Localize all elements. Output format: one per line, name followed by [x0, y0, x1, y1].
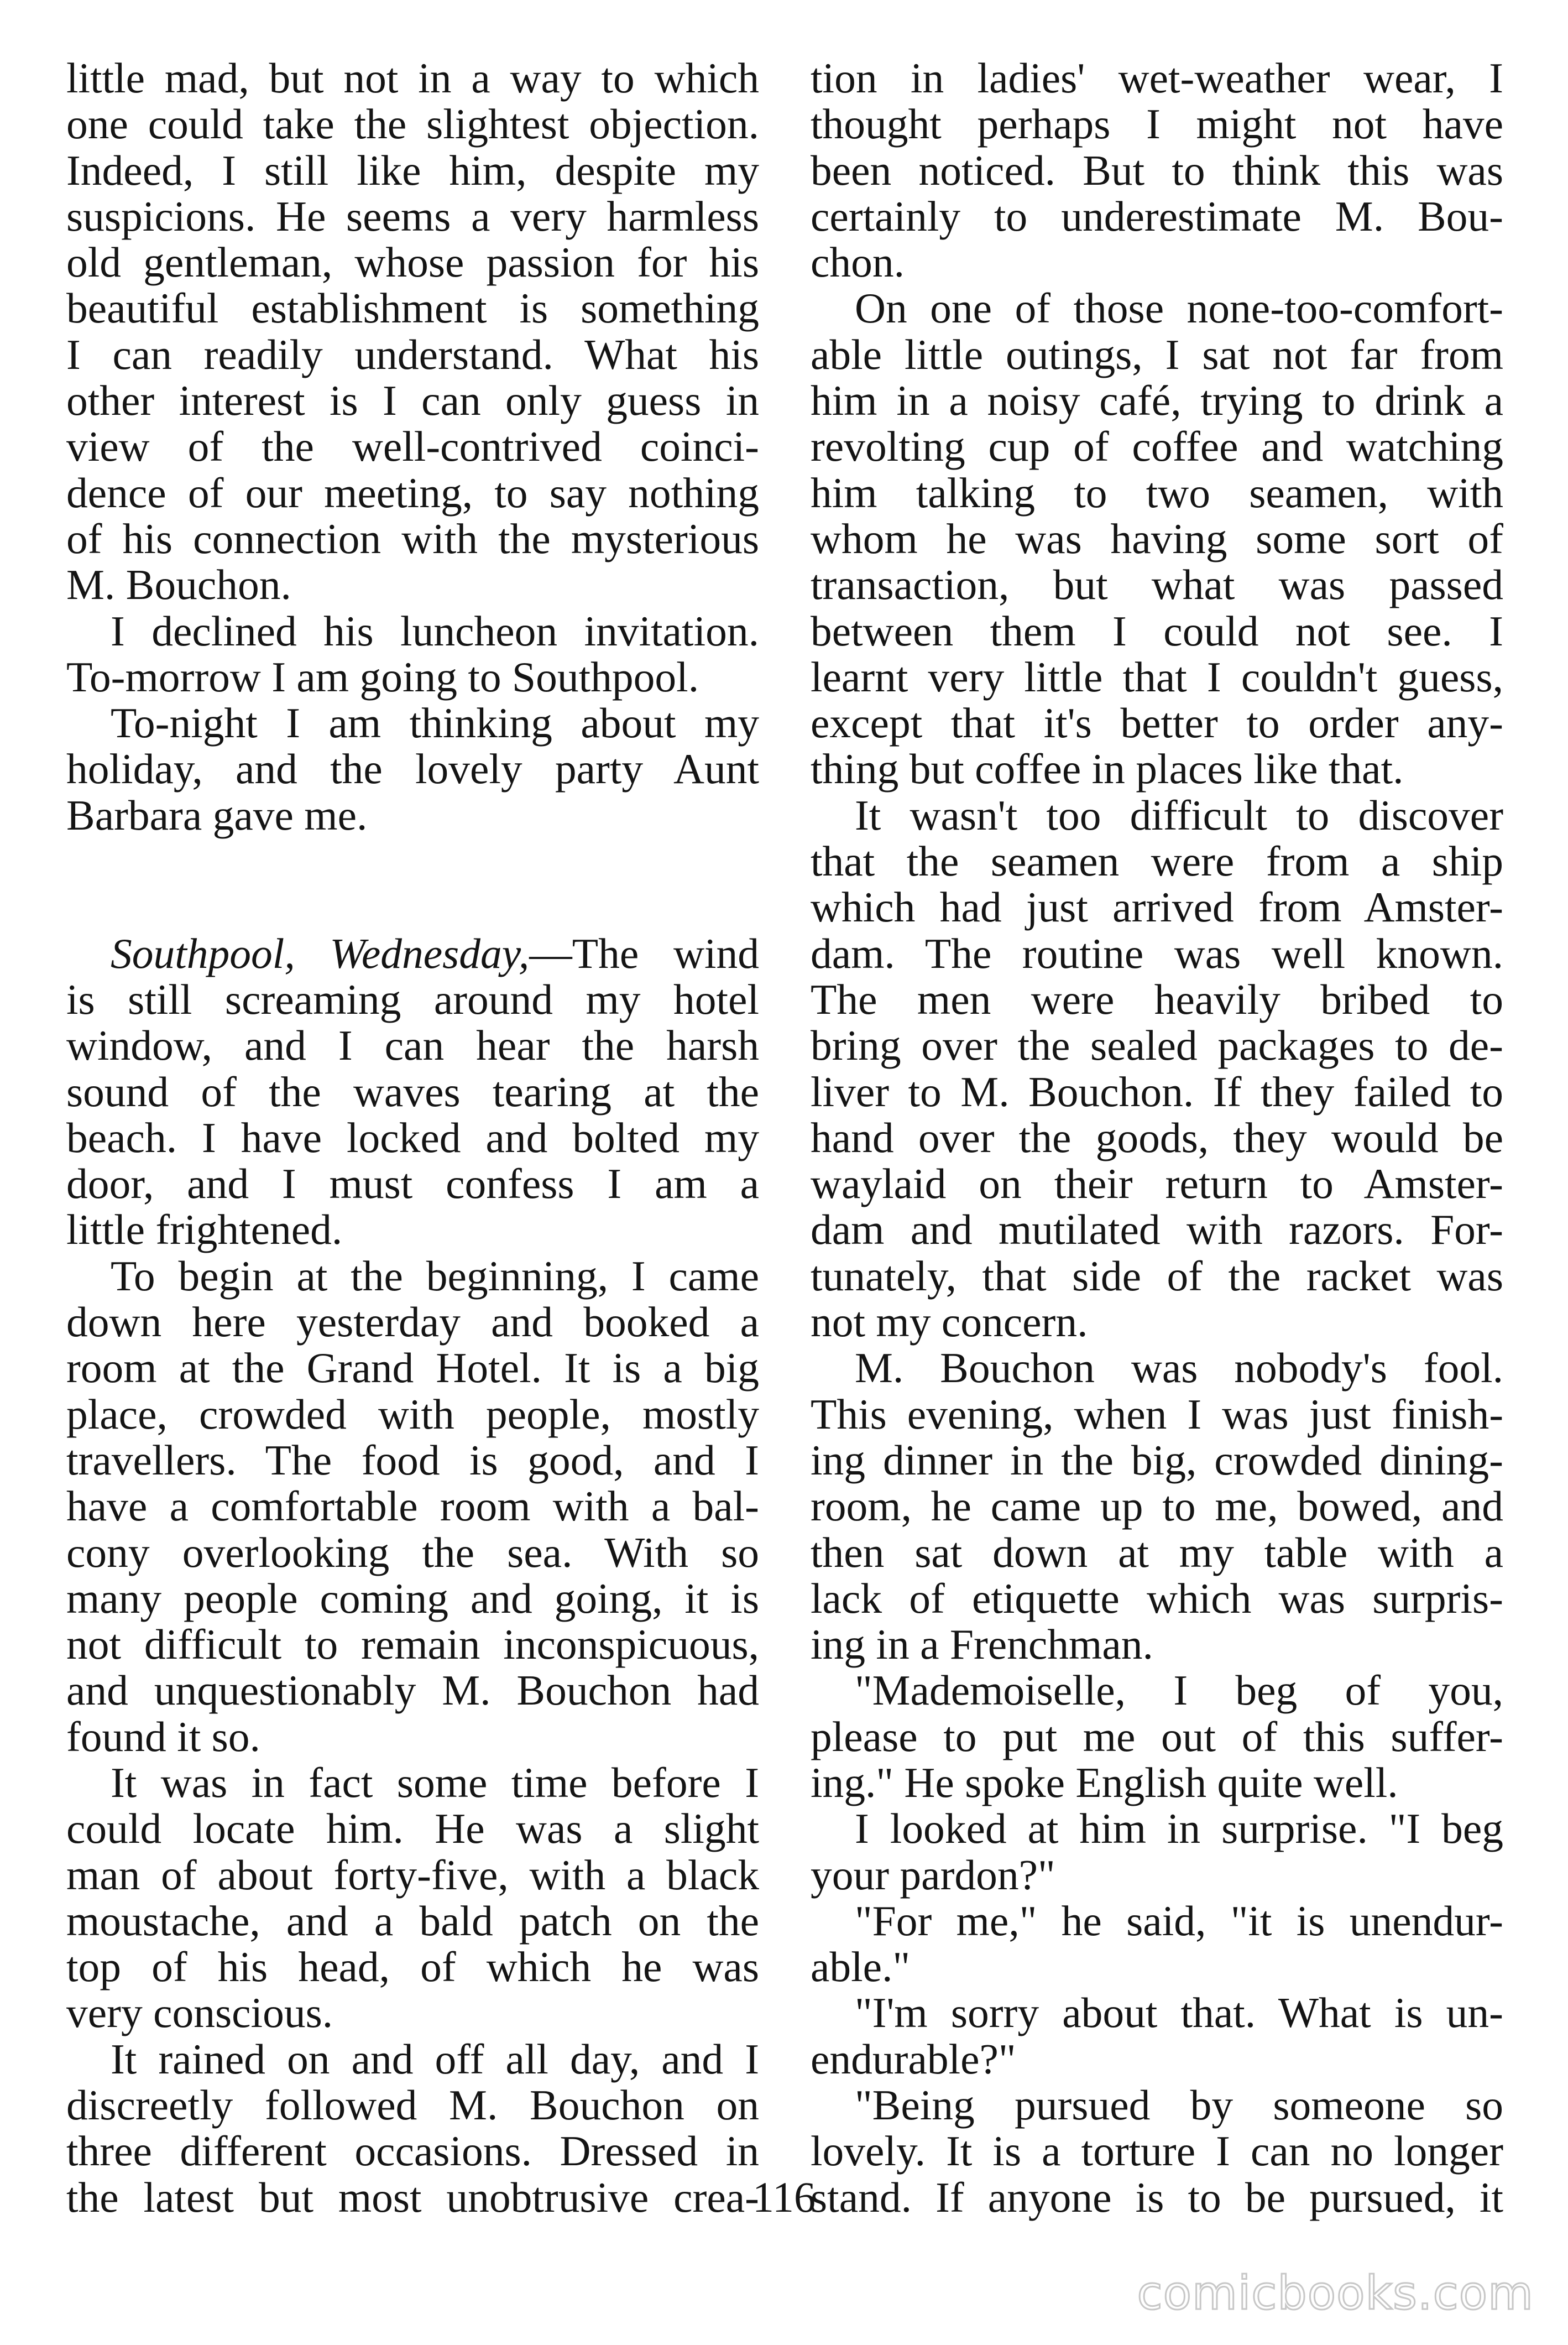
right-text-column	[811, 55, 1503, 2221]
line-text: one could take the slightest objection.	[66, 100, 759, 148]
text-line	[811, 1806, 1503, 1852]
text-line	[66, 1944, 759, 1990]
line-text: waylaid on their return to Amster-	[811, 1160, 1503, 1208]
line-text: of his connection with the mysterious	[66, 514, 759, 562]
line-text: learnt very little that I couldn't guess,	[811, 653, 1503, 701]
line-text: thought perhaps I might not have	[811, 100, 1503, 148]
line-text: could locate him. He was a slight	[66, 1805, 759, 1853]
page-number: 116	[752, 2173, 816, 2221]
text-line	[811, 562, 1503, 608]
line-text: It rained on and off all day, and I	[111, 2035, 759, 2083]
text-line	[66, 516, 759, 562]
text-line	[66, 1392, 759, 1437]
line-text: dam and mutilated with razors. For-	[811, 1206, 1503, 1254]
text-line	[66, 1760, 759, 1806]
line-text: place, crowded with people, mostly	[66, 1390, 759, 1438]
text-line	[811, 1437, 1503, 1483]
text-line	[66, 838, 759, 884]
text-line	[66, 424, 759, 470]
text-line	[66, 2082, 759, 2128]
text-line	[811, 55, 1503, 101]
line-text: beach. I have locked and bolted my	[66, 1113, 759, 1161]
text-line	[66, 1576, 759, 1622]
text-line	[66, 1806, 759, 1852]
line-text: moustache, and a bald patch on the	[66, 1896, 759, 1945]
text-line	[811, 101, 1503, 147]
line-text: "Being pursued by someone so	[855, 2081, 1503, 2129]
dateline: Southpool, Wednesday,	[111, 929, 530, 977]
text-line	[66, 562, 759, 608]
text-line	[811, 1990, 1503, 2036]
line-text: found it so.	[66, 1712, 260, 1760]
text-line	[66, 101, 759, 147]
text-line	[811, 1023, 1503, 1069]
text-line	[811, 884, 1503, 930]
line-text: To-night I am thinking about my	[111, 699, 759, 747]
line-text: It was in fact some time before I	[111, 1758, 759, 1806]
line-text: dam. The routine was well known.	[811, 929, 1503, 977]
line-text: room at the Grand Hotel. It is a big	[66, 1344, 759, 1392]
line-text: him in a noisy café, trying to drink a	[811, 377, 1503, 425]
line-text: your pardon?"	[811, 1851, 1055, 1899]
line-text: very conscious.	[66, 1989, 333, 2037]
text-line	[66, 1622, 759, 1667]
line-text: hand over the goods, they would be	[811, 1113, 1503, 1161]
line-text: other interest is I can only guess in	[66, 377, 759, 425]
line-text: between them I could not see. I	[811, 607, 1503, 655]
text-line	[811, 470, 1503, 516]
line-text: bring over the sealed packages to de-	[811, 1022, 1503, 1070]
line-text: not difficult to remain inconspicuous,	[66, 1620, 759, 1669]
line-text: M. Bouchon was nobody's fool.	[855, 1344, 1503, 1392]
text-line	[811, 700, 1503, 746]
line-text: ing in a Frenchman.	[811, 1620, 1153, 1669]
line-text: chon.	[811, 238, 905, 286]
text-line	[66, 1898, 759, 1944]
line-text: thing but coffee in places like that.	[811, 745, 1404, 793]
line-text: able little outings, I sat not far from	[811, 330, 1503, 378]
text-line	[811, 1115, 1503, 1161]
line-text: the latest but most unobtrusive crea-	[66, 2173, 759, 2221]
text-line	[811, 1345, 1503, 1391]
watermark: comicbooks.com	[1137, 2266, 1534, 2320]
line-text: is still screaming around my hotel	[66, 975, 759, 1023]
text-line	[811, 1852, 1503, 1898]
text-line	[66, 470, 759, 516]
text-line	[811, 608, 1503, 654]
line-text: certainly to underestimate M. Bou-	[811, 192, 1503, 240]
line-text: "Mademoiselle, I beg of you,	[855, 1666, 1503, 1715]
text-line	[66, 1299, 759, 1345]
text-line	[811, 793, 1503, 838]
text-line	[66, 1069, 759, 1115]
line-text: three different occasions. Dressed in	[66, 2127, 759, 2175]
line-text: little mad, but not in a way to which	[66, 54, 759, 102]
line-text: travellers. The food is good, and I	[66, 1436, 759, 1484]
text-line	[66, 1714, 759, 1760]
line-text: that the seamen were from a ship	[811, 837, 1503, 885]
text-line	[811, 977, 1503, 1023]
text-line	[66, 1345, 759, 1391]
line-text: have a comfortable room with a bal-	[66, 1482, 759, 1530]
line-text: I looked at him in surprise. "I beg	[855, 1805, 1503, 1853]
line-text: ing dinner in the big, crowded dining-	[811, 1436, 1503, 1484]
line-text: "For me," he said, "it is unendur-	[855, 1896, 1503, 1945]
line-text: "I'm sorry about that. What is un-	[855, 1989, 1503, 2037]
text-line	[66, 2036, 759, 2082]
text-line	[811, 516, 1503, 562]
line-text: dence of our meeting, to say nothing	[66, 468, 759, 517]
line-text: old gentleman, whose passion for his	[66, 238, 759, 286]
line-text: Indeed, I still like him, despite my	[66, 146, 759, 194]
text-line	[811, 1760, 1503, 1806]
line-text: On one of those none-too-comfort-	[855, 284, 1503, 332]
line-text: Barbara gave me.	[66, 791, 368, 839]
text-line	[66, 884, 759, 930]
line-text: tunately, that side of the racket was	[811, 1252, 1503, 1300]
text-line	[66, 1437, 759, 1483]
line-text: To begin at the beginning, I came	[111, 1252, 759, 1300]
text-line	[66, 654, 759, 700]
line-text: lovely. It is a torture I can no longer	[811, 2127, 1503, 2175]
line-text: please to put me out of this suffer-	[811, 1712, 1503, 1760]
line-text: many people coming and going, it is	[66, 1574, 759, 1622]
text-line	[811, 424, 1503, 470]
text-line	[811, 1714, 1503, 1760]
text-line	[66, 793, 759, 838]
text-line	[66, 1667, 759, 1713]
line-text: tion in ladies' wet-weather wear, I	[811, 54, 1503, 102]
line-text: sound of the waves tearing at the	[66, 1067, 759, 1116]
text-line	[811, 931, 1503, 977]
text-line	[811, 1576, 1503, 1622]
line-text: man of about forty-five, with a black	[66, 1851, 759, 1899]
line-text: door, and I must confess I am a	[66, 1160, 759, 1208]
text-line	[811, 1069, 1503, 1115]
line-text: ing." He spoke English quite well.	[811, 1758, 1398, 1806]
text-line	[811, 194, 1503, 239]
line-text: not my concern.	[811, 1298, 1088, 1346]
text-line	[66, 931, 759, 977]
text-line	[66, 1852, 759, 1898]
text-line	[66, 1115, 759, 1161]
line-text: whom he was having some sort of	[811, 514, 1503, 562]
text-line	[811, 2128, 1503, 2174]
text-line	[66, 2128, 759, 2174]
line-text: This evening, when I was just finish-	[811, 1390, 1503, 1438]
line-text: and unquestionably M. Bouchon had	[66, 1666, 759, 1715]
text-line	[811, 148, 1503, 194]
text-line	[811, 2082, 1503, 2128]
text-line	[66, 1023, 759, 1069]
text-line	[811, 1622, 1503, 1667]
text-line	[811, 1667, 1503, 1713]
text-line	[66, 285, 759, 331]
text-line	[66, 1990, 759, 2036]
line-text: M. Bouchon.	[66, 561, 291, 609]
line-text: able."	[811, 1943, 911, 1991]
text-line	[66, 608, 759, 654]
text-line	[66, 1253, 759, 1299]
text-line	[811, 1898, 1503, 1944]
line-text: lack of etiquette which was surpris-	[811, 1574, 1503, 1622]
line-text: window, and I can hear the harsh	[66, 1022, 759, 1070]
text-line	[811, 332, 1503, 378]
text-line	[811, 1253, 1503, 1299]
text-line	[811, 838, 1503, 884]
text-line	[66, 55, 759, 101]
text-line	[811, 1944, 1503, 1990]
line-text: To-morrow I am going to Southpool.	[66, 653, 699, 701]
text-line	[811, 654, 1503, 700]
line-text: beautiful establishment is something	[66, 284, 759, 332]
text-line	[811, 285, 1503, 331]
text-line	[811, 1392, 1503, 1437]
text-line	[66, 1483, 759, 1529]
text-line	[66, 746, 759, 792]
line-text: discreetly followed M. Bouchon on	[66, 2081, 759, 2129]
text-line	[66, 1161, 759, 1207]
line-text: down here yesterday and booked a	[66, 1298, 759, 1346]
line-text: him talking to two seamen, with	[811, 468, 1503, 517]
text-line	[66, 194, 759, 239]
line-text: endurable?"	[811, 2035, 1016, 2083]
line-text: I declined his luncheon invitation.	[111, 607, 759, 655]
line-text: liver to M. Bouchon. If they failed to	[811, 1067, 1503, 1116]
text-line	[811, 746, 1503, 792]
line-text: top of his head, of which he was	[66, 1943, 759, 1991]
line-text: The men were heavily bribed to	[811, 975, 1503, 1023]
line-text: suspicions. He seems a very harmless	[66, 192, 759, 240]
text-line	[66, 332, 759, 378]
text-line	[66, 239, 759, 285]
line-text: I can readily understand. What his	[66, 330, 759, 378]
text-line	[811, 2036, 1503, 2082]
text-line	[66, 1530, 759, 1576]
line-text: been noticed. But to think this was	[811, 146, 1503, 194]
left-text-column	[66, 55, 759, 2221]
text-line	[811, 1483, 1503, 1529]
line-text: room, he came up to me, bowed, and	[811, 1482, 1503, 1530]
text-line	[66, 1207, 759, 1253]
line-text: transaction, but what was passed	[811, 561, 1503, 609]
line-text: little frightened.	[66, 1206, 343, 1254]
line-text: then sat down at my table with a	[811, 1528, 1503, 1576]
text-line	[66, 977, 759, 1023]
text-line	[66, 378, 759, 424]
text-line	[66, 148, 759, 194]
line-text: except that it's better to order any-	[811, 699, 1503, 747]
text-line	[811, 1530, 1503, 1576]
text-line	[66, 700, 759, 746]
line-text: which had just arrived from Amster-	[811, 883, 1503, 931]
text-line	[811, 1207, 1503, 1253]
line-text: view of the well-contrived coinci-	[66, 423, 759, 471]
line-text: —The wind	[529, 929, 759, 977]
line-text: holiday, and the lovely party Aunt	[66, 745, 759, 793]
text-line	[811, 239, 1503, 285]
line-text: cony overlooking the sea. With so	[66, 1528, 759, 1576]
text-line	[811, 1161, 1503, 1207]
text-line	[811, 378, 1503, 424]
line-text: It wasn't too difficult to discover	[855, 791, 1503, 839]
text-line	[811, 1299, 1503, 1345]
line-text: revolting cup of coffee and watching	[811, 423, 1503, 471]
line-text: stand. If anyone is to be pursued, it	[811, 2173, 1503, 2221]
